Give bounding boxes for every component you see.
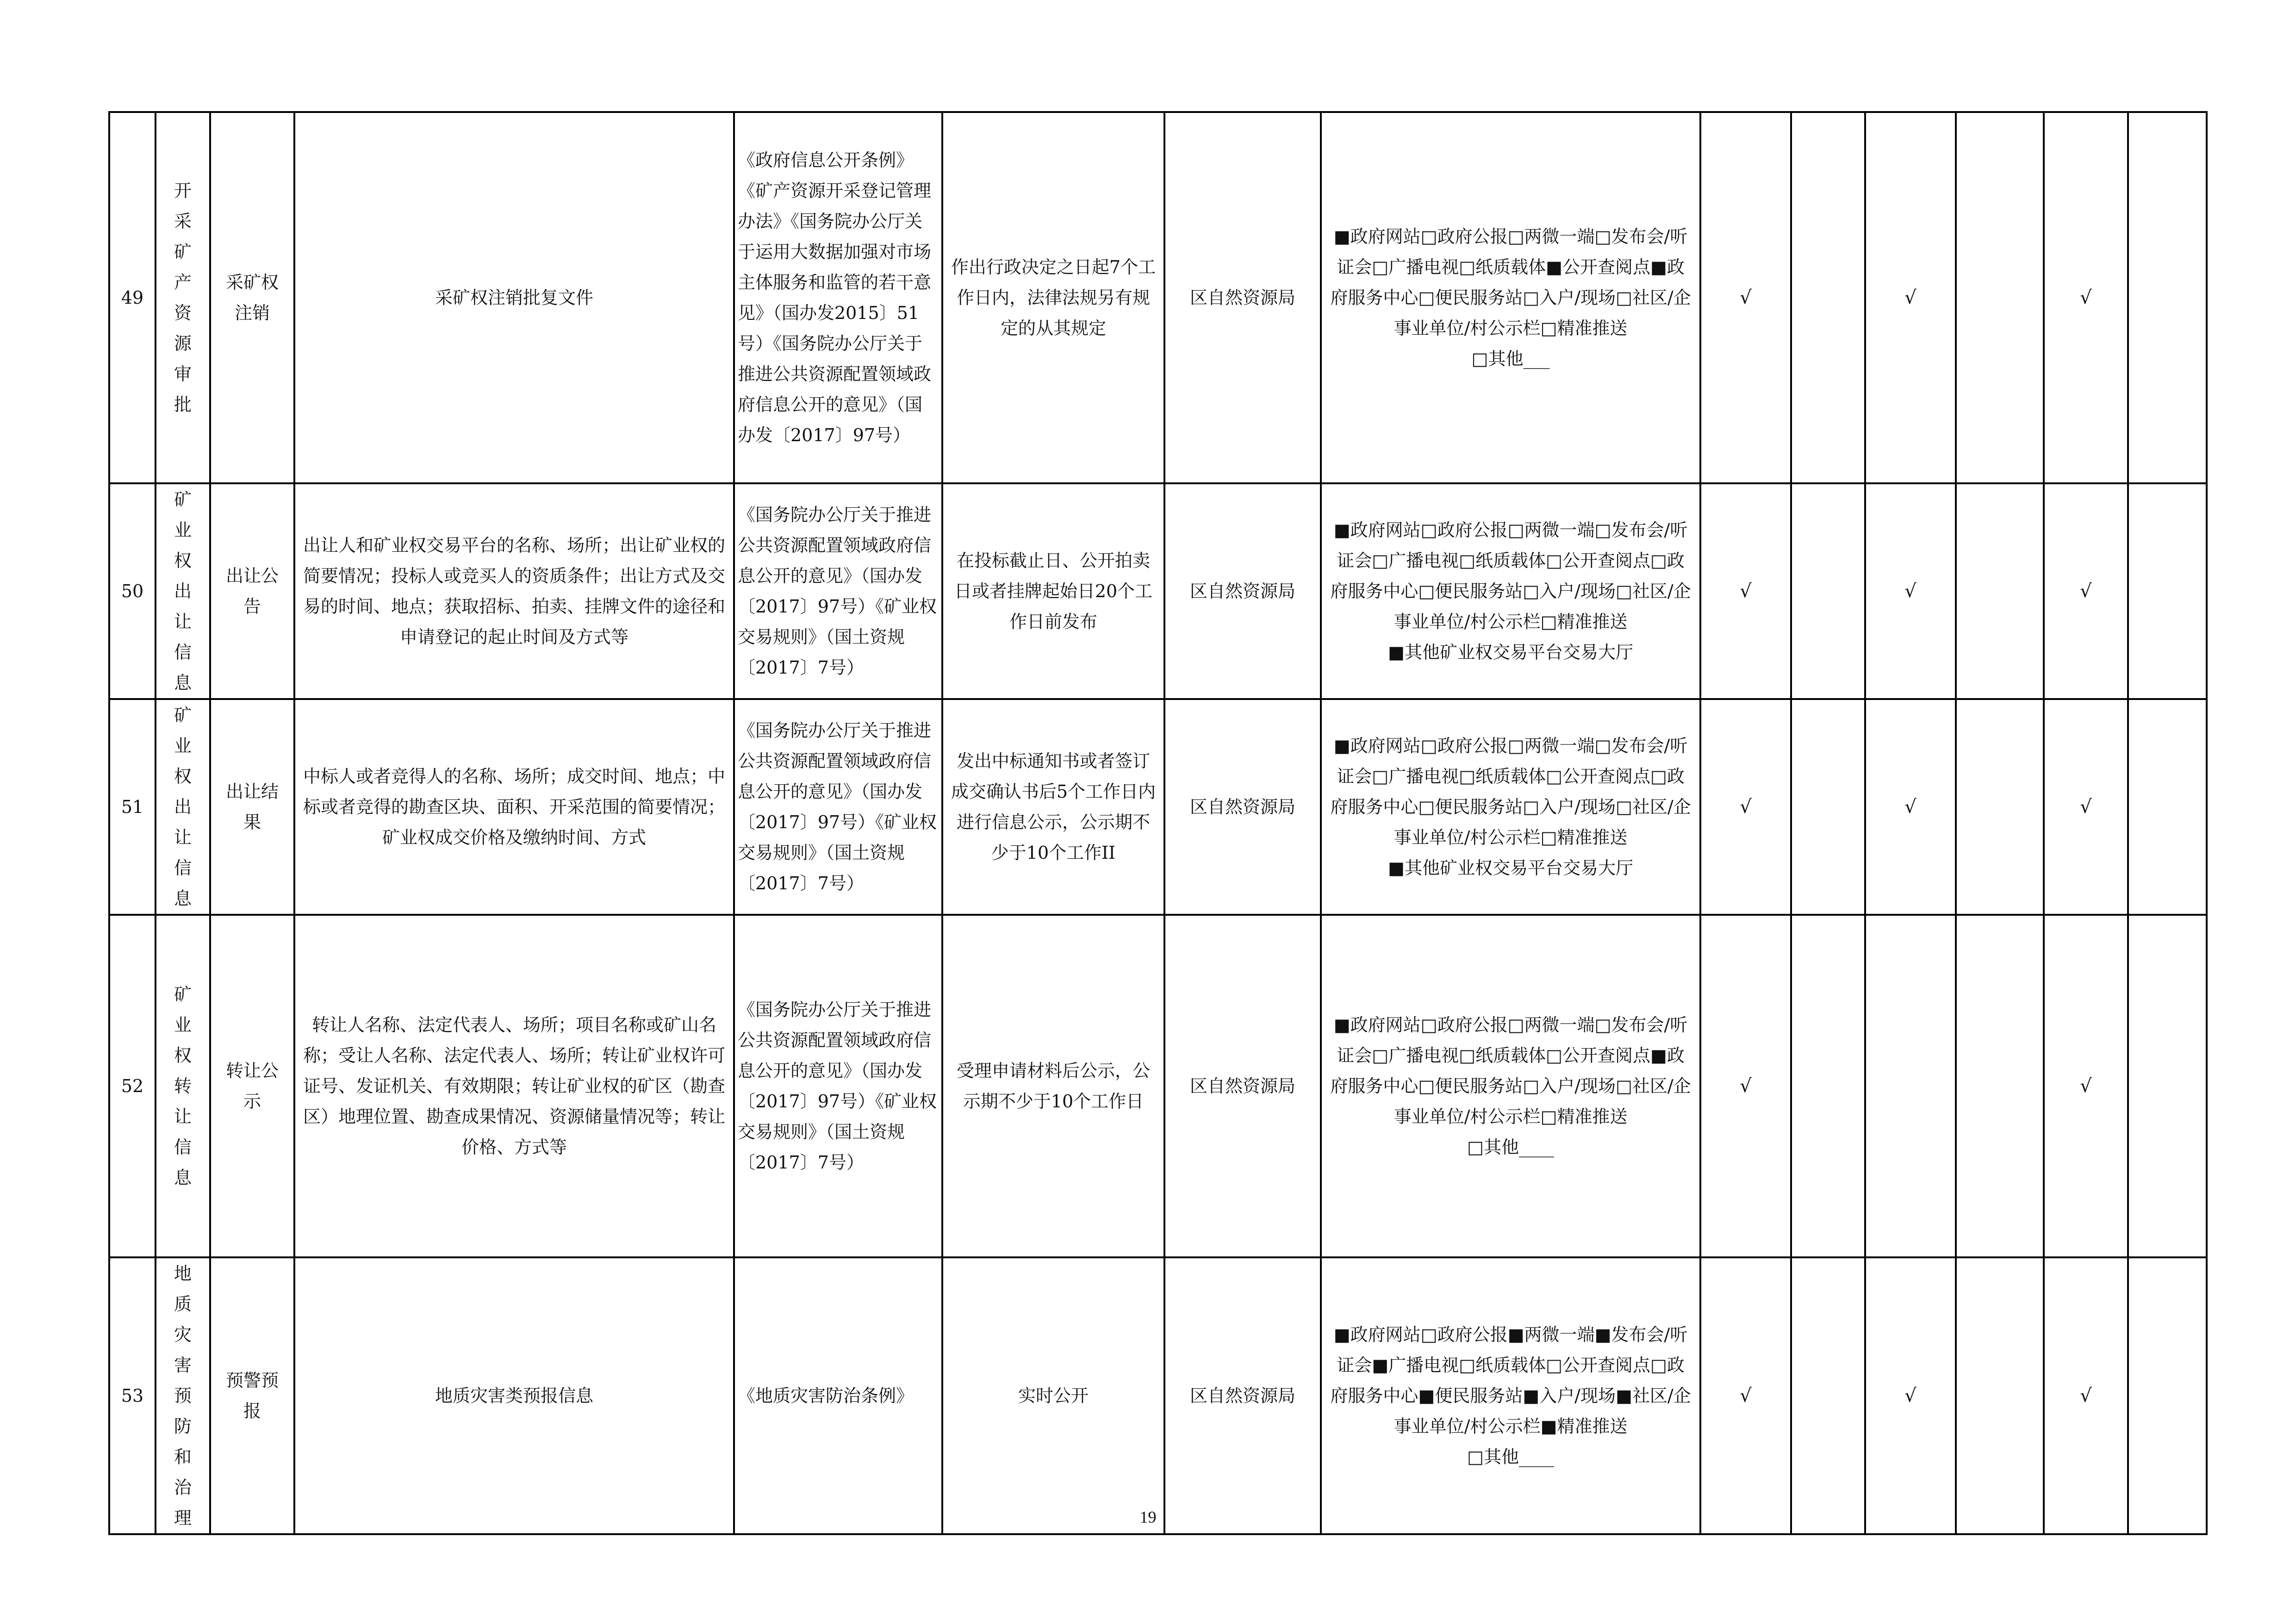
row-number-cell: 49 xyxy=(109,112,156,483)
checkmark-cell xyxy=(1956,1257,2044,1534)
content-cell: 采矿权注销批复文件 xyxy=(294,112,734,483)
checkmark-cell xyxy=(2128,112,2207,483)
checkmark-cell xyxy=(1865,915,1956,1257)
checkmark-cell: √ xyxy=(1700,112,1791,483)
item-cell: 出让公告 xyxy=(210,483,294,699)
checkmark-cell: √ xyxy=(2044,699,2128,915)
time-limit-cell: 实时公开 xyxy=(942,1257,1164,1534)
channels-text: ■政府网站□政府公报□两微一端□发布会/听证会□广播电视□纸质载体■公开查阅点■政府服务中心□便民服务站□入户/现场□社区/企事业单位/村公示栏□精准推送 xyxy=(1330,226,1691,338)
channels-text: ■政府网站□政府公报□两微一端□发布会/听证会□广播电视□纸质载体□公开查阅点■政府服务中心□便民服务站□入户/现场□社区/企事业单位/村公示栏□精准推送 xyxy=(1330,1015,1691,1127)
checkmark-cell: √ xyxy=(1865,699,1956,915)
basis-cell: 《国务院办公厅关于推进公共资源配置领域政府信息公开的意见》（国办发〔2017〕97号）《矿业权交易规则》（国土资规〔2017〕7号） xyxy=(734,915,942,1257)
checkmark-cell: √ xyxy=(2044,915,2128,1257)
subject-cell: 区自然资源局 xyxy=(1164,112,1321,483)
table-row xyxy=(109,915,2207,1257)
checkmark-cell: √ xyxy=(1865,483,1956,699)
row-number-cell: 52 xyxy=(109,915,156,1257)
basis-cell: 《地质灾害防治条例》 xyxy=(734,1257,942,1534)
table-body xyxy=(109,112,2207,1534)
content-cell: 地质灾害类预报信息 xyxy=(294,1257,734,1534)
time-limit-cell: 作出行政决定之日起7个工作日内，法律法规另有规定的从其规定 xyxy=(942,112,1164,483)
checkmark-cell xyxy=(2128,699,2207,915)
category-cell: 矿业权转让信息 xyxy=(156,915,210,1257)
channels-cell xyxy=(1321,699,1700,915)
checkmark-cell xyxy=(2128,915,2207,1257)
category-cell: 开采矿产资源审批 xyxy=(156,112,210,483)
channels-text: ■政府网站□政府公报□两微一端□发布会/听证会□广播电视□纸质载体□公开查阅点□政府服务中心□便民服务站□入户/现场□社区/企事业单位/村公示栏□精准推送 xyxy=(1330,736,1691,848)
row-number-cell: 50 xyxy=(109,483,156,699)
checkmark-cell: √ xyxy=(2044,112,2128,483)
time-limit-cell: 发出中标通知书或者签订成交确认书后5个工作日内进行信息公示，公示期不少于10个工作II xyxy=(942,699,1164,915)
table-row xyxy=(109,112,2207,483)
content-cell: 出让人和矿业权交易平台的名称、场所；出让矿业权的简要情况；投标人或竞买人的资质条件；出让方式及交易的时间、地点；获取招标、拍卖、挂牌文件的途径和申请登记的起止时间及方式等 xyxy=(294,483,734,699)
channels-cell xyxy=(1321,915,1700,1257)
channels-cell xyxy=(1321,1257,1700,1534)
checkmark-cell: √ xyxy=(1700,915,1791,1257)
other-channel-text: □其他___ xyxy=(1471,349,1550,369)
checkmark-cell: √ xyxy=(1700,483,1791,699)
other-channel-text: □其他____ xyxy=(1467,1447,1554,1467)
checkmark-cell: √ xyxy=(1865,112,1956,483)
subject-cell: 区自然资源局 xyxy=(1164,1257,1321,1534)
table-row xyxy=(109,483,2207,699)
row-number-cell: 51 xyxy=(109,699,156,915)
channels-text: ■政府网站□政府公报□两微一端□发布会/听证会□广播电视□纸质载体□公开查阅点□政府服务中心□便民服务站□入户/现场□社区/企事业单位/村公示栏□精准推送 xyxy=(1330,520,1691,632)
page-number: 19 xyxy=(1139,1508,1157,1526)
checkmark-cell xyxy=(1791,699,1865,915)
checkmark-cell xyxy=(1791,1257,1865,1534)
content-cell: 转让人名称、法定代表人、场所；项目名称或矿山名称；受让人名称、法定代表人、场所；转让矿业权许可证号、发证机关、有效期限；转让矿业权的矿区（勘查区）地理位置、勘查成果情况、资源储量情况等；转让价格、方式等 xyxy=(294,915,734,1257)
row-number-cell: 53 xyxy=(109,1257,156,1534)
checkmark-cell: √ xyxy=(2044,1257,2128,1534)
content-cell: 中标人或者竞得人的名称、场所；成交时间、地点；中标或者竞得的勘查区块、面积、开采范围的简要情况；矿业权成交价格及缴纳时间、方式 xyxy=(294,699,734,915)
checkmark-cell xyxy=(1791,112,1865,483)
checkmark-cell xyxy=(1956,699,2044,915)
other-channel-text: ■其他矿业权交易平台交易大厅 xyxy=(1388,642,1633,662)
other-channel-text: ■其他矿业权交易平台交易大厅 xyxy=(1388,858,1633,878)
basis-cell: 《政府信息公开条例》《矿产资源开采登记管理办法》《国务院办公厅关于运用大数据加强对市场主体服务和监管的若干意见》（国办发2015〕51号）《国务院办公厅关于推进公共资源配置领域政府信息公开的意见》（国办发〔2017〕97号） xyxy=(734,112,942,483)
table-row xyxy=(109,699,2207,915)
checkmark-cell xyxy=(2128,1257,2207,1534)
item-cell: 采矿权注销 xyxy=(210,112,294,483)
checkmark-cell: √ xyxy=(1700,699,1791,915)
channels-cell xyxy=(1321,112,1700,483)
category-cell: 矿业权出让信息 xyxy=(156,483,210,699)
time-limit-cell: 受理申请材料后公示，公示期不少于10个工作日 xyxy=(942,915,1164,1257)
channels-cell xyxy=(1321,483,1700,699)
basis-cell: 《国务院办公厅关于推进公共资源配置领域政府信息公开的意见》（国办发〔2017〕97号）《矿业权交易规则》（国土资规〔2017〕7号） xyxy=(734,699,942,915)
channels-text: ■政府网站□政府公报■两微一端■发布会/听证会■广播电视□纸质载体□公开查阅点□政府服务中心■便民服务站■入户/现场■社区/企事业单位/村公示栏■精准推送 xyxy=(1330,1324,1691,1437)
category-cell: 矿业权出让信息 xyxy=(156,699,210,915)
checkmark-cell xyxy=(1956,483,2044,699)
table-row xyxy=(109,1257,2207,1534)
item-cell: 转让公示 xyxy=(210,915,294,1257)
checkmark-cell: √ xyxy=(2044,483,2128,699)
other-channel-text: □其他____ xyxy=(1467,1137,1554,1157)
checkmark-cell xyxy=(1791,915,1865,1257)
item-cell: 预警预报 xyxy=(210,1257,294,1534)
checkmark-cell: √ xyxy=(1700,1257,1791,1534)
checkmark-cell: √ xyxy=(1865,1257,1956,1534)
checkmark-cell xyxy=(1791,483,1865,699)
subject-cell: 区自然资源局 xyxy=(1164,699,1321,915)
checkmark-cell xyxy=(2128,483,2207,699)
subject-cell: 区自然资源局 xyxy=(1164,483,1321,699)
item-cell: 出让结果 xyxy=(210,699,294,915)
basis-cell: 《国务院办公厅关于推进公共资源配置领域政府信息公开的意见》（国办发〔2017〕97号）《矿业权交易规则》（国土资规〔2017〕7号） xyxy=(734,483,942,699)
checkmark-cell xyxy=(1956,112,2044,483)
disclosure-table xyxy=(108,111,2208,1535)
time-limit-cell: 在投标截止日、公开拍卖日或者挂牌起始日20个工作日前发布 xyxy=(942,483,1164,699)
checkmark-cell xyxy=(1956,915,2044,1257)
subject-cell: 区自然资源局 xyxy=(1164,915,1321,1257)
category-cell: 地质灾害预防和治理 xyxy=(156,1257,210,1534)
